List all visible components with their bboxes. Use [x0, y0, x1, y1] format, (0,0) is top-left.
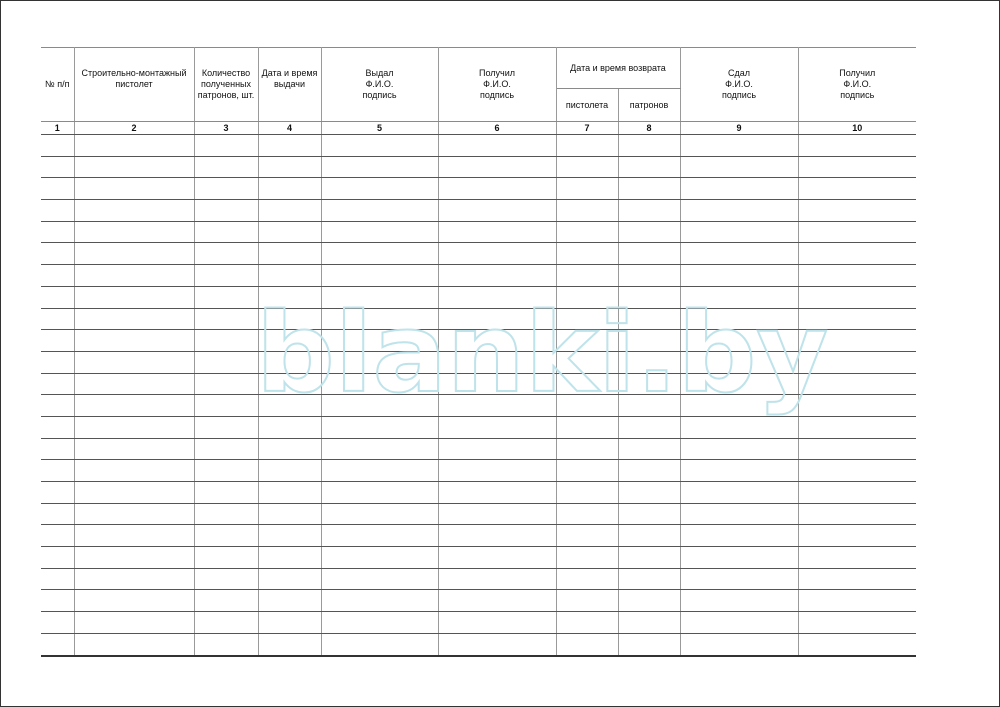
- table-cell[interactable]: [618, 200, 680, 222]
- table-cell[interactable]: [321, 416, 438, 438]
- header-cartridge-count: Количество полученных патронов, шт.: [194, 48, 258, 122]
- table-cell[interactable]: [41, 525, 74, 547]
- table-cell[interactable]: [618, 221, 680, 243]
- table-cell[interactable]: [556, 590, 618, 612]
- table-cell[interactable]: [438, 243, 556, 265]
- table-cell[interactable]: [41, 568, 74, 590]
- table-cell[interactable]: [321, 547, 438, 569]
- table-cell[interactable]: [74, 286, 194, 308]
- table-cell[interactable]: [798, 612, 916, 634]
- table-cell[interactable]: [438, 308, 556, 330]
- table-cell[interactable]: [798, 221, 916, 243]
- table-row: [41, 482, 916, 504]
- table-cell[interactable]: [438, 221, 556, 243]
- table-cell[interactable]: [618, 633, 680, 655]
- table-cell[interactable]: [258, 156, 321, 178]
- table-cell[interactable]: [41, 373, 74, 395]
- table-cell[interactable]: [321, 503, 438, 525]
- table-cell[interactable]: [321, 633, 438, 655]
- table-cell[interactable]: [258, 590, 321, 612]
- table-cell[interactable]: [41, 416, 74, 438]
- table-cell[interactable]: [556, 135, 618, 157]
- header-received-by: Получил Ф.И.О. подпись: [438, 48, 556, 122]
- table-cell[interactable]: [680, 265, 798, 287]
- table-cell[interactable]: [618, 351, 680, 373]
- table-cell[interactable]: [74, 200, 194, 222]
- table-cell[interactable]: [74, 438, 194, 460]
- column-number: 1: [41, 122, 74, 135]
- table-cell[interactable]: [321, 135, 438, 157]
- table-cell[interactable]: [74, 351, 194, 373]
- table-cell[interactable]: [74, 547, 194, 569]
- table-cell[interactable]: [41, 460, 74, 482]
- table-cell[interactable]: [438, 525, 556, 547]
- table-cell[interactable]: [680, 200, 798, 222]
- table-cell[interactable]: [41, 221, 74, 243]
- table-cell[interactable]: [556, 330, 618, 352]
- table-cell[interactable]: [321, 243, 438, 265]
- table-row: [41, 416, 916, 438]
- table-row: [41, 308, 916, 330]
- table-cell[interactable]: [680, 178, 798, 200]
- table-row: [41, 330, 916, 352]
- header-return-cartridges: патронов: [618, 89, 680, 122]
- table-cell[interactable]: [556, 416, 618, 438]
- table-cell[interactable]: [321, 286, 438, 308]
- table-cell[interactable]: [194, 438, 258, 460]
- table-cell[interactable]: [438, 178, 556, 200]
- column-number: 10: [798, 122, 916, 135]
- table-cell[interactable]: [194, 135, 258, 157]
- table-cell[interactable]: [321, 482, 438, 504]
- table-cell[interactable]: [41, 156, 74, 178]
- table-cell[interactable]: [321, 308, 438, 330]
- table-cell[interactable]: [556, 200, 618, 222]
- table-cell[interactable]: [556, 633, 618, 655]
- table-row: [41, 135, 916, 157]
- table-cell[interactable]: [618, 416, 680, 438]
- table-cell[interactable]: [74, 633, 194, 655]
- table-cell[interactable]: [680, 547, 798, 569]
- table-cell[interactable]: [74, 395, 194, 417]
- table-cell[interactable]: [321, 395, 438, 417]
- table-cell[interactable]: [798, 200, 916, 222]
- table-cell[interactable]: [618, 590, 680, 612]
- table-cell[interactable]: [194, 460, 258, 482]
- table-cell[interactable]: [258, 416, 321, 438]
- table-cell[interactable]: [438, 503, 556, 525]
- table-cell[interactable]: [618, 395, 680, 417]
- table-cell[interactable]: [258, 525, 321, 547]
- table-cell[interactable]: [798, 351, 916, 373]
- table-cell[interactable]: [41, 590, 74, 612]
- table-cell[interactable]: [41, 330, 74, 352]
- column-number: 5: [321, 122, 438, 135]
- column-number: 7: [556, 122, 618, 135]
- table-row: [41, 200, 916, 222]
- table-cell[interactable]: [258, 286, 321, 308]
- table-cell[interactable]: [798, 438, 916, 460]
- table-cell[interactable]: [438, 590, 556, 612]
- table-cell[interactable]: [41, 482, 74, 504]
- table-cell[interactable]: [438, 612, 556, 634]
- table-cell[interactable]: [618, 503, 680, 525]
- table-cell[interactable]: [194, 525, 258, 547]
- table-cell[interactable]: [438, 330, 556, 352]
- table-cell[interactable]: [556, 460, 618, 482]
- table-cell[interactable]: [41, 243, 74, 265]
- table-cell[interactable]: [798, 373, 916, 395]
- table-cell[interactable]: [321, 221, 438, 243]
- table-cell[interactable]: [258, 330, 321, 352]
- table-cell[interactable]: [680, 525, 798, 547]
- table-cell[interactable]: [74, 460, 194, 482]
- table-cell[interactable]: [798, 525, 916, 547]
- table-cell[interactable]: [41, 612, 74, 634]
- table-cell[interactable]: [321, 590, 438, 612]
- table-cell[interactable]: [438, 482, 556, 504]
- table-cell[interactable]: [41, 178, 74, 200]
- table-cell[interactable]: [194, 547, 258, 569]
- table-cell[interactable]: [194, 395, 258, 417]
- table-cell[interactable]: [74, 265, 194, 287]
- table-cell[interactable]: [556, 243, 618, 265]
- table-cell[interactable]: [618, 525, 680, 547]
- table-cell[interactable]: [556, 351, 618, 373]
- table-cell[interactable]: [680, 395, 798, 417]
- header-accepted-by: Получил Ф.И.О. подпись: [798, 48, 916, 122]
- table-cell[interactable]: [321, 351, 438, 373]
- table-cell[interactable]: [194, 243, 258, 265]
- table-cell[interactable]: [258, 438, 321, 460]
- table-cell[interactable]: [438, 633, 556, 655]
- table-cell[interactable]: [438, 265, 556, 287]
- table-cell[interactable]: [798, 460, 916, 482]
- table-cell[interactable]: [74, 503, 194, 525]
- table-cell[interactable]: [41, 286, 74, 308]
- journal-table: [41, 47, 916, 657]
- table-cell[interactable]: [556, 568, 618, 590]
- table-cell[interactable]: [258, 200, 321, 222]
- table-row: [41, 265, 916, 287]
- table-cell[interactable]: [798, 178, 916, 200]
- table-row: [41, 243, 916, 265]
- table-cell[interactable]: [680, 351, 798, 373]
- table-cell[interactable]: [438, 351, 556, 373]
- column-number: 9: [680, 122, 798, 135]
- table-row: [41, 286, 916, 308]
- table-cell[interactable]: [321, 265, 438, 287]
- table-cell[interactable]: [438, 200, 556, 222]
- table-cell[interactable]: [798, 135, 916, 157]
- table-cell[interactable]: [556, 612, 618, 634]
- table-cell[interactable]: [258, 633, 321, 655]
- table-cell[interactable]: [798, 416, 916, 438]
- table-cell[interactable]: [74, 156, 194, 178]
- table-cell[interactable]: [680, 286, 798, 308]
- table-cell[interactable]: [798, 308, 916, 330]
- table-cell[interactable]: [194, 416, 258, 438]
- table-row: [41, 568, 916, 590]
- table-cell[interactable]: [258, 265, 321, 287]
- header-return-pistol: пистолета: [556, 89, 618, 122]
- table-cell[interactable]: [680, 135, 798, 157]
- table-cell[interactable]: [618, 243, 680, 265]
- table-cell[interactable]: [438, 547, 556, 569]
- table-row: [41, 438, 916, 460]
- column-number: 6: [438, 122, 556, 135]
- table-row: [41, 547, 916, 569]
- table-cell[interactable]: [438, 395, 556, 417]
- table-cell[interactable]: [321, 612, 438, 634]
- table-cell[interactable]: [194, 286, 258, 308]
- table-cell[interactable]: [438, 135, 556, 157]
- table-cell[interactable]: [194, 590, 258, 612]
- table-cell[interactable]: [618, 438, 680, 460]
- table-cell[interactable]: [556, 156, 618, 178]
- table-cell[interactable]: [680, 373, 798, 395]
- table-cell[interactable]: [258, 460, 321, 482]
- table-cell[interactable]: [798, 547, 916, 569]
- table-cell[interactable]: [618, 265, 680, 287]
- table-cell[interactable]: [438, 438, 556, 460]
- table-cell[interactable]: [618, 308, 680, 330]
- table-cell[interactable]: [258, 243, 321, 265]
- table-row: [41, 373, 916, 395]
- table-cell[interactable]: [74, 525, 194, 547]
- table-cell[interactable]: [618, 482, 680, 504]
- table-cell[interactable]: [618, 612, 680, 634]
- table-cell[interactable]: [258, 308, 321, 330]
- table-cell[interactable]: [680, 156, 798, 178]
- table-cell[interactable]: [798, 633, 916, 655]
- table-cell[interactable]: [798, 330, 916, 352]
- table-cell[interactable]: [194, 221, 258, 243]
- table-cell[interactable]: [680, 438, 798, 460]
- table-cell[interactable]: [74, 482, 194, 504]
- table-cell[interactable]: [798, 286, 916, 308]
- table-cell[interactable]: [680, 330, 798, 352]
- table-cell[interactable]: [438, 373, 556, 395]
- table-row: [41, 395, 916, 417]
- table-cell[interactable]: [556, 438, 618, 460]
- table-cell[interactable]: [680, 221, 798, 243]
- table-cell[interactable]: [194, 373, 258, 395]
- table-cell[interactable]: [74, 373, 194, 395]
- table-cell[interactable]: [258, 568, 321, 590]
- table-cell[interactable]: [194, 265, 258, 287]
- table-cell[interactable]: [41, 351, 74, 373]
- table-row: [41, 221, 916, 243]
- table-cell[interactable]: [321, 460, 438, 482]
- table-cell[interactable]: [798, 568, 916, 590]
- table-row: [41, 612, 916, 634]
- header-return-datetime: Дата и время возврата: [556, 48, 680, 89]
- journal-body: [41, 135, 916, 656]
- table-cell[interactable]: [438, 286, 556, 308]
- table-cell[interactable]: [680, 308, 798, 330]
- table-cell[interactable]: [556, 221, 618, 243]
- table-cell[interactable]: [321, 568, 438, 590]
- table-cell[interactable]: [680, 416, 798, 438]
- table-cell[interactable]: [74, 416, 194, 438]
- table-cell[interactable]: [680, 568, 798, 590]
- table-cell[interactable]: [74, 590, 194, 612]
- table-cell[interactable]: [618, 178, 680, 200]
- table-cell[interactable]: [194, 330, 258, 352]
- table-row: [41, 525, 916, 547]
- table-cell[interactable]: [556, 525, 618, 547]
- table-cell[interactable]: [556, 503, 618, 525]
- table-cell[interactable]: [680, 243, 798, 265]
- table-cell[interactable]: [194, 351, 258, 373]
- table-cell[interactable]: [194, 308, 258, 330]
- table-cell[interactable]: [258, 395, 321, 417]
- table-cell[interactable]: [258, 612, 321, 634]
- header-issued-by: Выдал Ф.И.О. подпись: [321, 48, 438, 122]
- table-cell[interactable]: [258, 547, 321, 569]
- table-cell[interactable]: [680, 612, 798, 634]
- table-cell[interactable]: [556, 178, 618, 200]
- table-cell[interactable]: [321, 156, 438, 178]
- table-cell[interactable]: [74, 330, 194, 352]
- table-cell[interactable]: [194, 503, 258, 525]
- table-cell[interactable]: [321, 373, 438, 395]
- table-cell[interactable]: [41, 200, 74, 222]
- table-cell[interactable]: [258, 135, 321, 157]
- column-number: 3: [194, 122, 258, 135]
- table-cell[interactable]: [618, 460, 680, 482]
- table-row: [41, 156, 916, 178]
- table-cell[interactable]: [74, 612, 194, 634]
- table-cell[interactable]: [74, 243, 194, 265]
- header-handed-over-by: Сдал Ф.И.О. подпись: [680, 48, 798, 122]
- table-cell[interactable]: [74, 568, 194, 590]
- table-cell[interactable]: [798, 265, 916, 287]
- table-cell[interactable]: [438, 156, 556, 178]
- table-cell[interactable]: [74, 308, 194, 330]
- table-cell[interactable]: [556, 308, 618, 330]
- header-issue-datetime: Дата и время выдачи: [258, 48, 321, 122]
- header-nail-gun: Строительно-монтажный пистолет: [74, 48, 194, 122]
- table-cell[interactable]: [194, 156, 258, 178]
- table-cell[interactable]: [618, 330, 680, 352]
- table-cell[interactable]: [798, 243, 916, 265]
- table-cell[interactable]: [556, 373, 618, 395]
- table-cell[interactable]: [194, 633, 258, 655]
- table-row: [41, 503, 916, 525]
- table-cell[interactable]: [438, 460, 556, 482]
- table-row: [41, 460, 916, 482]
- table-cell[interactable]: [41, 633, 74, 655]
- watermark-text: blanki.by: [256, 289, 829, 417]
- table-cell[interactable]: [321, 525, 438, 547]
- table-cell[interactable]: [556, 286, 618, 308]
- table-cell[interactable]: [680, 503, 798, 525]
- table-row: [41, 351, 916, 373]
- table-cell[interactable]: [41, 503, 74, 525]
- table-cell[interactable]: [680, 482, 798, 504]
- table-cell[interactable]: [194, 178, 258, 200]
- table-cell[interactable]: [798, 482, 916, 504]
- table-cell[interactable]: [321, 178, 438, 200]
- table-row: [41, 633, 916, 655]
- table-cell[interactable]: [556, 547, 618, 569]
- table-row: [41, 178, 916, 200]
- table-cell[interactable]: [438, 416, 556, 438]
- column-number: 4: [258, 122, 321, 135]
- table-cell[interactable]: [798, 395, 916, 417]
- table-row: [41, 590, 916, 612]
- table-cell[interactable]: [680, 460, 798, 482]
- table-cell[interactable]: [618, 156, 680, 178]
- table-cell[interactable]: [41, 308, 74, 330]
- table-cell[interactable]: [798, 590, 916, 612]
- table-cell[interactable]: [41, 395, 74, 417]
- table-cell[interactable]: [618, 135, 680, 157]
- table-cell[interactable]: [556, 482, 618, 504]
- table-cell[interactable]: [680, 633, 798, 655]
- table-cell[interactable]: [321, 330, 438, 352]
- table-cell[interactable]: [798, 156, 916, 178]
- table-cell[interactable]: [618, 568, 680, 590]
- table-cell[interactable]: [556, 395, 618, 417]
- table-cell[interactable]: [41, 135, 74, 157]
- header-row-main: [41, 48, 916, 89]
- table-cell[interactable]: [41, 265, 74, 287]
- column-number: 8: [618, 122, 680, 135]
- table-cell[interactable]: [258, 351, 321, 373]
- table-cell[interactable]: [556, 265, 618, 287]
- table-cell[interactable]: [321, 438, 438, 460]
- table-cell[interactable]: [194, 200, 258, 222]
- table-cell[interactable]: [74, 221, 194, 243]
- column-number-row: [41, 122, 916, 135]
- table-cell[interactable]: [618, 286, 680, 308]
- column-number: 2: [74, 122, 194, 135]
- table-cell[interactable]: [321, 200, 438, 222]
- table-cell[interactable]: [194, 568, 258, 590]
- table-cell[interactable]: [258, 178, 321, 200]
- table-cell[interactable]: [798, 503, 916, 525]
- table-cell[interactable]: [41, 547, 74, 569]
- table-cell[interactable]: [41, 438, 74, 460]
- table-cell[interactable]: [258, 373, 321, 395]
- table-cell[interactable]: [74, 135, 194, 157]
- table-cell[interactable]: [74, 178, 194, 200]
- table-cell[interactable]: [194, 482, 258, 504]
- header-row-number: № п/п: [41, 48, 74, 122]
- table-cell[interactable]: [680, 590, 798, 612]
- table-cell[interactable]: [258, 221, 321, 243]
- table-cell[interactable]: [258, 503, 321, 525]
- table-cell[interactable]: [618, 547, 680, 569]
- table-cell[interactable]: [258, 482, 321, 504]
- table-cell[interactable]: [438, 568, 556, 590]
- table-cell[interactable]: [618, 373, 680, 395]
- table-cell[interactable]: [194, 612, 258, 634]
